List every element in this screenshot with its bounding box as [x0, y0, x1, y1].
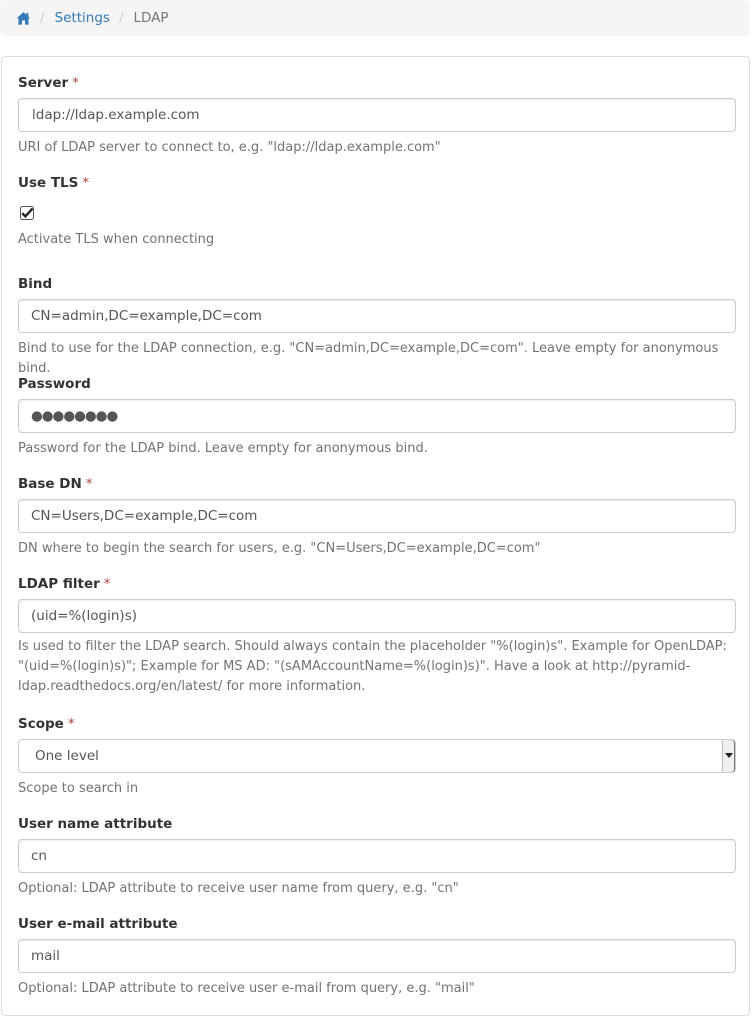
ldap-filter-input[interactable]: (uid=%(login)s) — [18, 599, 736, 633]
ldap-filter-help-text: Is used to filter the LDAP search. Should always contain the placeholder "%(login)s". Example for OpenLDAP: "(uid=%(login)s)"; Example for MS AD: "(sAMAccountName=%(login)s)". Have a look at http://pyramid-ldap.readthedocs.org/en/latest/ for more information. — [18, 639, 727, 694]
server-help-text: URI of LDAP server to connect to, e.g. "ldap://ldap.example.com" — [18, 140, 441, 155]
base-dn-input[interactable]: CN=Users,DC=example,DC=com — [18, 499, 736, 533]
user-name-attribute-label: User name attribute — [18, 816, 173, 832]
bind-help-text: Bind to use for the LDAP connection, e.g. "CN=admin,DC=example,DC=com". Leave empty for anonymous bind. — [18, 341, 719, 376]
scope-selected-value: One level — [35, 748, 99, 764]
chevron-down-icon[interactable] — [722, 740, 735, 772]
user-name-attribute-help-text: Optional: LDAP attribute to receive user name from query, e.g. "cn" — [18, 881, 459, 896]
breadcrumb — [0, 0, 750, 36]
user-email-attribute-input[interactable]: mail — [18, 939, 736, 973]
password-input[interactable]: ●●●●●●●● — [18, 399, 736, 433]
password-help-text: Password for the LDAP bind. Leave empty for anonymous bind. — [18, 441, 428, 456]
base-dn-help-text: DN where to begin the search for users, e.g. "CN=Users,DC=example,DC=com" — [18, 541, 541, 556]
base-dn-field-group — [18, 475, 736, 556]
user-email-attribute-help-text: Optional: LDAP attribute to receive user e-mail from query, e.g. "mail" — [18, 981, 475, 996]
password-label: Password — [18, 376, 91, 392]
use-tls-field-group — [18, 174, 736, 247]
use-tls-checkbox[interactable] — [20, 206, 34, 220]
user-name-attribute-input[interactable]: cn — [18, 839, 736, 873]
base-dn-label: Base DN * — [18, 476, 93, 492]
server-field-group — [18, 74, 736, 155]
home-icon[interactable] — [16, 11, 31, 26]
user-name-attribute-field-group — [18, 815, 736, 896]
scope-select[interactable] — [18, 739, 736, 773]
scope-label: Scope * — [18, 716, 75, 732]
user-email-attribute-label: User e-mail attribute — [18, 916, 178, 932]
server-input[interactable]: ldap://ldap.example.com — [18, 98, 736, 132]
ldap-settings-form — [1, 56, 750, 1016]
ldap-filter-label: LDAP filter * — [18, 576, 111, 592]
breadcrumb-settings-link[interactable]: Settings — [54, 10, 110, 26]
bind-label: Bind — [18, 276, 53, 292]
breadcrumb-separator: / — [40, 10, 45, 26]
required-marker: * — [103, 576, 111, 592]
bind-field-group — [18, 275, 736, 376]
required-marker: * — [85, 476, 93, 492]
scope-help-text: Scope to search in — [18, 781, 139, 796]
scope-field-group — [18, 715, 736, 796]
required-marker: * — [72, 75, 79, 91]
password-field-group — [18, 375, 736, 456]
user-email-attribute-field-group — [18, 915, 736, 996]
required-marker: * — [82, 175, 90, 191]
server-label: Server * — [18, 75, 79, 91]
required-marker: * — [67, 716, 75, 732]
use-tls-label: Use TLS * — [18, 175, 90, 191]
bind-input[interactable]: CN=admin,DC=example,DC=com — [18, 299, 736, 333]
breadcrumb-current-page: LDAP — [133, 10, 169, 26]
ldap-filter-field-group — [18, 575, 736, 694]
use-tls-help-text: Activate TLS when connecting — [18, 232, 215, 247]
breadcrumb-separator: / — [118, 10, 124, 26]
